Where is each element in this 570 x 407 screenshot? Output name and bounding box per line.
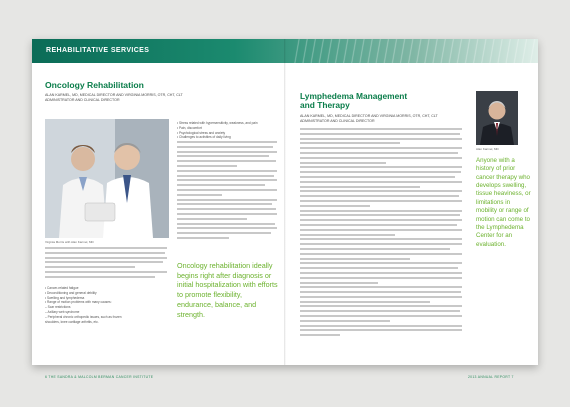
right-pull-quote: Anyone with a history of prior cancer therapy who develops swelling, tissue heaviness, or limitations in mobility or range of motion can come to the Lymphedema Center for an evaluation.: [476, 157, 531, 248]
doctors-photo: [45, 119, 169, 238]
left-bullets-top: [177, 121, 277, 140]
right-page-title: [300, 92, 407, 110]
doctors-photo-art: [45, 119, 169, 238]
list-item: • Swelling and lymphedema: [45, 295, 85, 300]
doctor-portrait: [476, 91, 518, 145]
header-decoration: [292, 39, 538, 63]
list-item: • Pain, discomfort: [177, 125, 202, 130]
list-item: • Psychological stress and anxiety: [177, 130, 226, 135]
left-byline-line-2: ADMINISTRATOR AND CLINICAL DIRECTOR: [45, 97, 120, 102]
right-byline-line-1: ALAN KARMEL, MD, MEDICAL DIRECTOR AND VIRGINIA MORRIS, OTR, CHT, CLT: [300, 114, 438, 118]
list-item: – Scar restrictions: [45, 305, 71, 310]
left-byline-line-1: ALAN KARMEL, MD, MEDICAL DIRECTOR AND VIRGINIA MORRIS, OTR, CHT, CLT: [45, 93, 183, 97]
list-item: shoulders, knee cartilage arthritis, etc.: [45, 319, 99, 324]
left-body-column-1: [45, 247, 167, 281]
list-item: • Stress related with hypersensitivity, weakness, and pain: [177, 121, 258, 125]
right-title-line-2: and Therapy: [300, 99, 350, 110]
left-pull-quote: Oncology rehabilitation ideally begins right after diagnosis or initial hospitalization with efforts to promote flexibility, endurance, balance, and strength.: [177, 261, 278, 319]
left-photo-caption: Virginia Morris with Alan Karmel, MD: [45, 240, 94, 244]
left-page-title: Oncology Rehabilitation: [45, 80, 144, 90]
left-bullets-bottom: [45, 286, 167, 324]
right-title-line-1: Lymphedema Management: [300, 91, 408, 101]
left-body-column-2: [177, 141, 277, 242]
page-spine: [284, 39, 286, 365]
list-item: – Axillary web syndrome: [45, 309, 80, 314]
section-label: REHABILITATIVE SERVICES: [46, 47, 150, 54]
right-byline-line-2: ADMINISTRATOR AND CLINICAL DIRECTOR: [300, 118, 375, 123]
portrait-caption: Alan Karmel, MD: [476, 147, 499, 151]
report-spread: [32, 39, 538, 379]
doctor-portrait-art: [476, 91, 518, 145]
list-item: • Range of motion problems with many causes:: [45, 300, 112, 305]
right-byline: [300, 114, 438, 123]
right-body-text: [300, 128, 462, 339]
list-item: • Challenges to activities of daily living: [177, 135, 231, 140]
list-item: • Cancer-related fatigue: [45, 286, 79, 290]
list-item: • Deconditioning and general debility: [45, 290, 97, 295]
list-item: – Peripheral chronic orthopedic issues, such as frozen: [45, 314, 122, 319]
right-page-footer: 2013 ANNUAL REPORT 7: [468, 375, 514, 379]
left-page-footer: 6 THE SANDRA & MALCOLM BERMAN CANCER INSTITUTE: [45, 375, 154, 379]
left-byline: [45, 93, 183, 102]
